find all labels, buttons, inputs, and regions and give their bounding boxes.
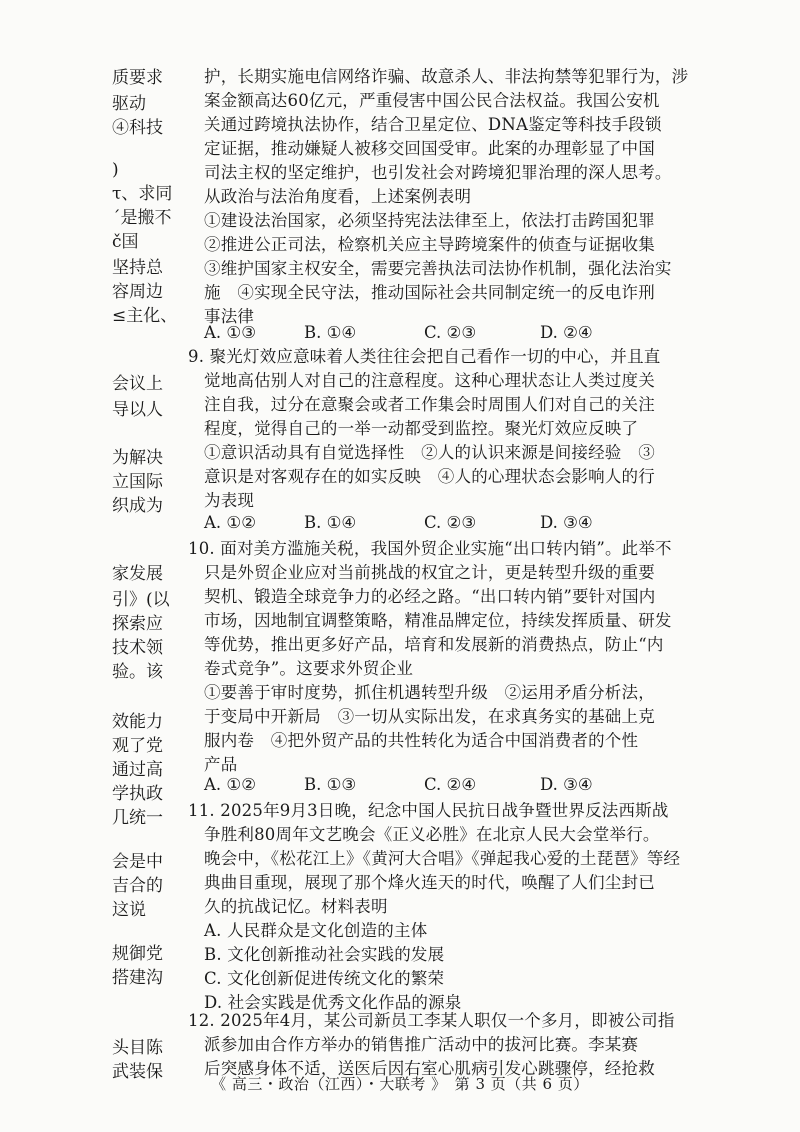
left-margin-fragment: ④科技 bbox=[112, 118, 163, 138]
left-margin-fragment: 学执政 bbox=[112, 784, 163, 804]
q12-text-line: 后突感身体不适，送医后因右室心肌病引发心跳骤停，经抢救 bbox=[204, 1059, 655, 1078]
q8-text-line: 护，长期实施电信网络诈骗、故意杀人、非法拘禁等犯罪行为，涉 bbox=[204, 67, 689, 86]
q9-text-line: 为表现 bbox=[204, 491, 255, 510]
q12-text-line: 派参加由合作方举办的销售推广活动中的拔河比赛。李某赛 bbox=[204, 1035, 639, 1054]
q8-text-line: 关通过跨境执法协作，结合卫星定位、DNA鉴定等科技手段锁 bbox=[204, 115, 662, 134]
left-margin-fragment: č国 bbox=[112, 232, 139, 252]
left-margin-fragment: 织成为 bbox=[112, 496, 163, 516]
q9-text-line: 9. 聚光灯效应意味着人类往往会把自己看作一切的中心，并且直 bbox=[188, 347, 661, 366]
left-margin-fragment: ˊ是搬不 bbox=[112, 208, 172, 228]
q10-text-line: 契机、锻造全球竞争力的必经之路。“出口转内销”要针对国内 bbox=[204, 587, 656, 606]
left-margin-fragment: ) bbox=[112, 160, 119, 180]
option-c[interactable]: C. ②③ bbox=[424, 513, 477, 532]
q8-text-line: ②推进公正司法，检察机关应主导跨境案件的侦查与证据收集 bbox=[204, 235, 655, 254]
option-d[interactable]: D. ③④ bbox=[540, 513, 593, 532]
q9-options bbox=[204, 512, 644, 534]
left-margin-fragment: 武装保 bbox=[112, 1062, 163, 1082]
q11-choice-d[interactable]: D. 社会实践是优秀文化作品的源泉 bbox=[204, 993, 462, 1012]
left-margin-fragment: 搭建沟 bbox=[112, 968, 163, 988]
q10-options bbox=[204, 774, 644, 796]
q10-text-line: 于变局中开新局 ③一切从实际出发，在求真务实的基础上克 bbox=[204, 707, 655, 726]
q11-choice-b[interactable]: B. 文化创新推动社会实践的发展 bbox=[204, 945, 445, 964]
option-a[interactable]: A. ①② bbox=[204, 513, 256, 532]
q9-text-line: 程度，觉得自己的一举一动都受到监控。聚光灯效应反映了 bbox=[204, 419, 639, 438]
left-margin-fragment: 头目陈 bbox=[112, 1038, 163, 1058]
left-margin-fragment: 通过高 bbox=[112, 760, 163, 780]
q8-text-line: 施 ④实现全民守法，推动国际社会共同制定统一的反电诈刑 bbox=[204, 283, 655, 302]
q9-text-line: ①意识活动具有自觉选择性 ②人的认识来源是间接经验 ③ bbox=[204, 443, 655, 462]
q10-text-line: 只是外贸企业应对当前挑战的权宜之计，更是转型升级的重要 bbox=[204, 563, 655, 582]
left-margin-fragment: 立国际 bbox=[112, 472, 163, 492]
left-margin-fragment: 为解决 bbox=[112, 448, 163, 468]
q8-options bbox=[204, 322, 644, 344]
left-margin-fragment: 质要求 bbox=[112, 68, 163, 88]
q10-text-line: 产品 bbox=[204, 755, 238, 774]
q10-text-line: 10. 面对美方滥施关税，我国外贸企业实施“出口转内销”。此举不 bbox=[188, 539, 672, 558]
q8-text-line: 司法主权的坚定维护，也引发社会对跨境犯罪治理的深人思考。 bbox=[204, 163, 672, 182]
left-margin-fragment: 坚持总 bbox=[112, 258, 163, 278]
q8-text-line: ③维护国家主权安全，需要完善执法司法协作机制，强化法治实 bbox=[204, 259, 672, 278]
q10-text-line: 市场，因地制宜调整策略，精准品牌定位，持续发挥质量、研发 bbox=[204, 611, 672, 630]
left-margin-fragment: τ、求同 bbox=[112, 184, 173, 204]
q9-text-line: 觉地高估别人对自己的注意程度。这种心理状态让人类过度关 bbox=[204, 371, 655, 390]
q11-choice-a[interactable]: A. 人民群众是文化创造的主体 bbox=[204, 921, 428, 940]
q10-text-line: 等优势，推出更多好产品，培育和发展新的消费热点，防止“内 bbox=[204, 635, 664, 654]
q11-text-line: 久的抗战记忆。材料表明 bbox=[204, 897, 388, 916]
left-margin-fragment: 技术领 bbox=[112, 638, 163, 658]
option-b[interactable]: B. ①④ bbox=[304, 323, 357, 342]
left-margin-fragment: 吉合的 bbox=[112, 876, 163, 896]
q9-text-line: 注自我，过分在意聚会或者工作集会时周围人们对自己的关注 bbox=[204, 395, 655, 414]
left-margin-fragment: 规御党 bbox=[112, 944, 163, 964]
option-b[interactable]: B. ①④ bbox=[304, 513, 357, 532]
q11-text-line: 争胜利80周年文艺晚会《正义必胜》在北京人民大会堂举行。 bbox=[204, 825, 660, 844]
q11-choice-c[interactable]: C. 文化创新促进传统文化的繁荣 bbox=[204, 969, 445, 988]
left-margin-fragment: 会是中 bbox=[112, 852, 163, 872]
left-margin-fragment: 效能力 bbox=[112, 712, 163, 732]
q8-text-line: 案金额高达60亿元，严重侵害中国公民合法权益。我国公安机 bbox=[204, 91, 660, 110]
left-margin-fragment: 引》(以 bbox=[112, 590, 170, 610]
q12-text-line: 12. 2025年4月，某公司新员工李某人职仅一个多月，即被公司指 bbox=[188, 1011, 675, 1030]
q11-text-line: 11. 2025年9月3日晚，纪念中国人民抗日战争暨世界反法西斯战 bbox=[188, 801, 669, 820]
option-d[interactable]: D. ②④ bbox=[540, 323, 593, 342]
q8-text-line: ①建设法治国家，必须坚持宪法法律至上，依法打击跨国犯罪 bbox=[204, 211, 655, 230]
q11-text-line: 晚会中，《松花江上》《黄河大合唱》《弹起我心爱的土琵琶》等经 bbox=[204, 849, 681, 868]
left-margin-fragment: 几统一 bbox=[112, 808, 163, 828]
q10-text-line: 卷式竞争”。这要求外贸企业 bbox=[204, 659, 414, 678]
option-b[interactable]: B. ①③ bbox=[304, 775, 357, 794]
q9-text-line: 意识是对客观存在的如实反映 ④人的心理状态会影响人的行 bbox=[204, 467, 655, 486]
option-a[interactable]: A. ①② bbox=[204, 775, 256, 794]
page-footer: 《 高三・政治（江西）・大联考 》 第 3 页（共 6 页） bbox=[211, 1075, 589, 1093]
left-margin-fragment: 会议上 bbox=[112, 374, 163, 394]
left-margin-fragment: 驱动 bbox=[112, 94, 146, 114]
q8-text-line: 从政治与法治角度看，上述案例表明 bbox=[204, 187, 472, 206]
left-margin-fragment: 这说 bbox=[112, 900, 146, 920]
option-c[interactable]: C. ②③ bbox=[424, 323, 477, 342]
left-margin-fragment: 验。该 bbox=[112, 662, 163, 682]
q10-text-line: ①要善于审时度势，抓住机遇转型升级 ②运用矛盾分析法， bbox=[204, 683, 655, 702]
q8-text-line: 定证据，推动嫌疑人被移交回国受审。此案的办理彰显了中国 bbox=[204, 139, 655, 158]
left-margin-fragment: 家发展 bbox=[112, 564, 163, 584]
left-margin-fragment: ≤主化、 bbox=[112, 306, 178, 326]
q10-text-line: 服内卷 ④把外贸产品的共性转化为适合中国消费者的个性 bbox=[204, 731, 639, 750]
left-margin-fragment: 容周边 bbox=[112, 282, 163, 302]
left-margin-fragment: 探索应 bbox=[112, 614, 163, 634]
option-c[interactable]: C. ②④ bbox=[424, 775, 477, 794]
q11-text-line: 典曲目重现，展现了那个烽火连天的时代，唤醒了人们尘封已 bbox=[204, 873, 655, 892]
option-a[interactable]: A. ①③ bbox=[204, 323, 256, 342]
left-margin-fragment: 观了党 bbox=[112, 736, 163, 756]
left-margin-fragment: 导以人 bbox=[112, 400, 163, 420]
option-d[interactable]: D. ③④ bbox=[540, 775, 593, 794]
q8-text-line: 事法律 bbox=[204, 307, 255, 326]
